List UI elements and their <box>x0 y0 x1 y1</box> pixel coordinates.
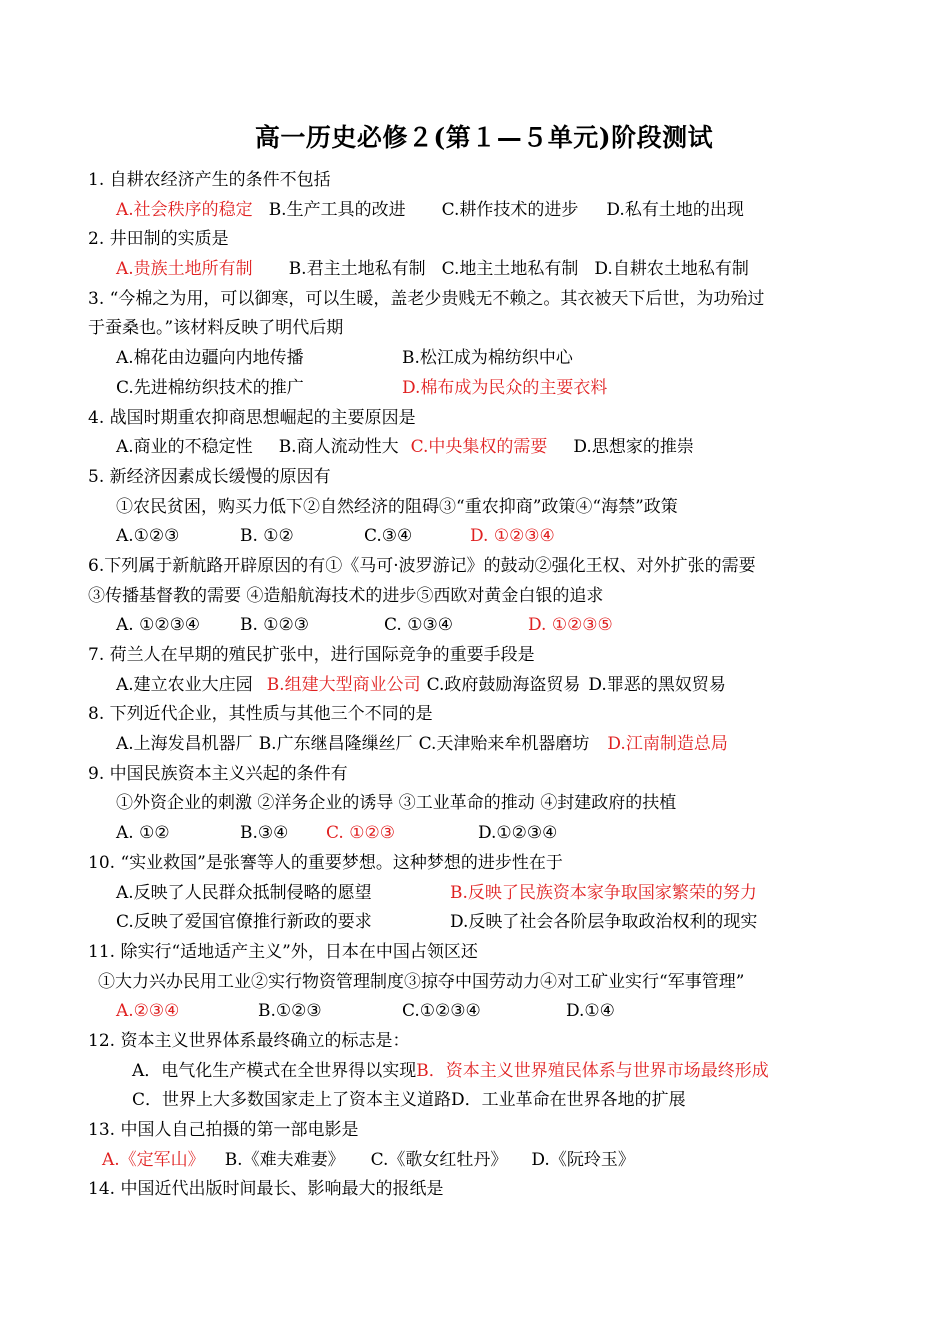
q2-option-a: A.贵族土地所有制 <box>116 259 253 280</box>
q7-option-d: D.罪恶的黑奴贸易 <box>588 674 726 695</box>
q9-option-a: A. ①② <box>116 823 170 844</box>
q12-option-b: B．资本主义世界殖民体系与世界市场最终形成 <box>416 1060 769 1081</box>
q11-option-b: B.①②③ <box>258 1001 322 1022</box>
q8-option-b: B.广东继昌隆缫丝厂 <box>258 734 413 755</box>
q12-option-d: D．工业革命在世界各地的扩展 <box>451 1090 686 1111</box>
question-6-options <box>88 611 880 641</box>
q10-option-d: D.反映了社会各阶层争取政治权利的现实 <box>450 912 758 933</box>
q5-option-a: A.①②③ <box>116 526 180 547</box>
question-2-options <box>88 255 880 285</box>
q1-option-c: C.耕作技术的进步 <box>441 199 579 220</box>
question-4-options <box>88 433 880 463</box>
question-2: 2. 井田制的实质是 <box>88 229 229 250</box>
q3-option-c: C.先进棉纺织技术的推广 <box>116 377 304 398</box>
page-title: 高一历史必修２(第１—５单元)阶段测试 <box>254 123 714 152</box>
q5-option-c: C.③④ <box>364 526 413 547</box>
q8-option-a: A.上海发昌机器厂 <box>116 734 253 755</box>
q3-option-b: B.松江成为棉纺织中心 <box>402 348 573 369</box>
question-10-options-ab <box>88 879 880 909</box>
question-5-options <box>88 522 880 552</box>
q2-option-c: C.地主土地私有制 <box>441 259 579 280</box>
q11-option-c: C.①②③④ <box>402 1001 481 1022</box>
q9-option-c: C. ①②③ <box>326 823 395 844</box>
question-13-options <box>88 1146 880 1176</box>
q6-option-c: C. ①③④ <box>384 615 453 636</box>
question-12-options-cd <box>88 1086 880 1116</box>
q7-option-b: B.组建大型商业公司 <box>266 674 421 695</box>
q2-option-d: D.自耕农土地私有制 <box>594 259 749 280</box>
q8-option-c: C.天津贻来牟机器磨坊 <box>418 734 590 755</box>
question-7: 7. 荷兰人在早期的殖民扩张中，进行国际竞争的重要手段是 <box>88 645 535 665</box>
q5-option-b: B. ①② <box>240 526 294 547</box>
question-1: 1. 自耕农经济产生的条件不包括 <box>88 170 331 190</box>
q13-option-a: A.《定军山》 <box>102 1149 205 1170</box>
q11-option-a: A.②③④ <box>116 1001 180 1022</box>
q4-option-c: C.中央集权的需要 <box>410 437 548 458</box>
question-12-options-ab <box>88 1057 880 1087</box>
q4-option-a: A.商业的不稳定性 <box>116 437 253 458</box>
q10-option-b: B.反映了民族资本家争取国家繁荣的努力 <box>450 882 757 903</box>
q6-option-d: D. ①②③⑤ <box>528 615 613 636</box>
question-3-cont: 于蚕桑也。”该材料反映了明代后期 <box>88 318 344 339</box>
q7-option-c: C.政府鼓励海盗贸易 <box>426 674 581 695</box>
question-1-options <box>88 196 880 226</box>
q12-option-a: A．电气化生产模式在全世界得以实现 <box>132 1060 417 1081</box>
q3-option-d: D.棉布成为民众的主要衣料 <box>402 377 608 398</box>
q1-option-a: A.社会秩序的稳定 <box>116 199 253 220</box>
question-6-cont: ③传播基督教的需要 ④造船航海技术的进步⑤西欧对黄金白银的追求 <box>88 585 604 606</box>
q9-option-d: D.①②③④ <box>478 823 558 844</box>
q4-option-b: B.商人流动性大 <box>278 437 399 458</box>
question-6: 6.下列属于新航路开辟原因的有①《马可·波罗游记》的鼓动②强化王权、对外扩张的需要 <box>88 555 756 576</box>
question-9-options <box>88 819 880 849</box>
q9-option-b: B.③④ <box>240 823 289 844</box>
q1-option-d: D.私有土地的出现 <box>606 199 744 220</box>
q2-option-b: B.君主土地私有制 <box>288 259 426 280</box>
q5-option-d: D. ①②③④ <box>470 526 555 547</box>
question-11-options <box>88 997 880 1027</box>
q10-option-a: A.反映了人民群众抵制侵略的愿望 <box>116 882 372 903</box>
q10-option-c: C.反映了爱国官僚推行新政的要求 <box>116 912 372 933</box>
question-3: 3. “今棉之为用，可以御寒，可以生暖，盖老少贵贱无不赖之。其衣被天下后世，为功殆过 <box>88 288 765 309</box>
q4-option-d: D.思想家的推崇 <box>573 437 694 458</box>
question-12: 12. 资本主义世界体系最终确立的标志是： <box>88 1030 410 1051</box>
question-14: 14. 中国近代出版时间最长、影响最大的报纸是 <box>88 1179 444 1200</box>
question-9: 9. 中国民族资本主义兴起的条件有 <box>88 763 348 784</box>
question-11-items: ①大力兴办民用工业②实行物资管理制度③掠夺中国劳动力④对工矿业实行“军事管理” <box>98 971 745 992</box>
question-4: 4. 战国时期重农抑商思想崛起的主要原因是 <box>88 407 416 428</box>
question-7-options <box>88 671 880 701</box>
q3-option-a: A.棉花由边疆向内地传播 <box>116 348 304 369</box>
q6-option-a: A. ①②③④ <box>116 615 201 636</box>
question-3-options-ab <box>88 344 880 374</box>
q12-option-c: C．世界上大多数国家走上了资本主义道路 <box>132 1090 452 1111</box>
q13-option-c: C.《歌女红牡丹》 <box>370 1149 508 1170</box>
question-5-items: ①农民贫困，购买力低下②自然经济的阻碍③“重农抑商”政策④“海禁”政策 <box>116 496 678 517</box>
question-10-options-cd <box>88 908 880 938</box>
question-8: 8. 下列近代企业，其性质与其他三个不同的是 <box>88 704 433 725</box>
q13-option-d: D.《阮玲玉》 <box>531 1149 635 1170</box>
q11-option-d: D.①④ <box>566 1001 615 1022</box>
question-13: 13. 中国人自己拍摄的第一部电影是 <box>88 1120 359 1140</box>
question-8-options <box>88 730 880 760</box>
question-11: 11. 除实行“适地适产主义”外，日本在中国占领区还 <box>88 941 478 962</box>
question-5: 5. 新经济因素成长缓慢的原因有 <box>88 466 331 487</box>
question-3-options-cd <box>88 374 880 404</box>
q1-option-b: B.生产工具的改进 <box>268 199 406 220</box>
q6-option-b: B. ①②③ <box>240 615 310 636</box>
q7-option-a: A.建立农业大庄园 <box>116 674 253 695</box>
q8-option-d: D.江南制造总局 <box>607 734 728 755</box>
q13-option-b: B.《难夫难妻》 <box>224 1149 345 1170</box>
question-9-items: ①外资企业的刺激 ②洋务企业的诱导 ③工业革命的推动 ④封建政府的扶植 <box>116 793 677 814</box>
question-10: 10. “实业救国”是张謇等人的重要梦想。这种梦想的进步性在于 <box>88 852 563 873</box>
